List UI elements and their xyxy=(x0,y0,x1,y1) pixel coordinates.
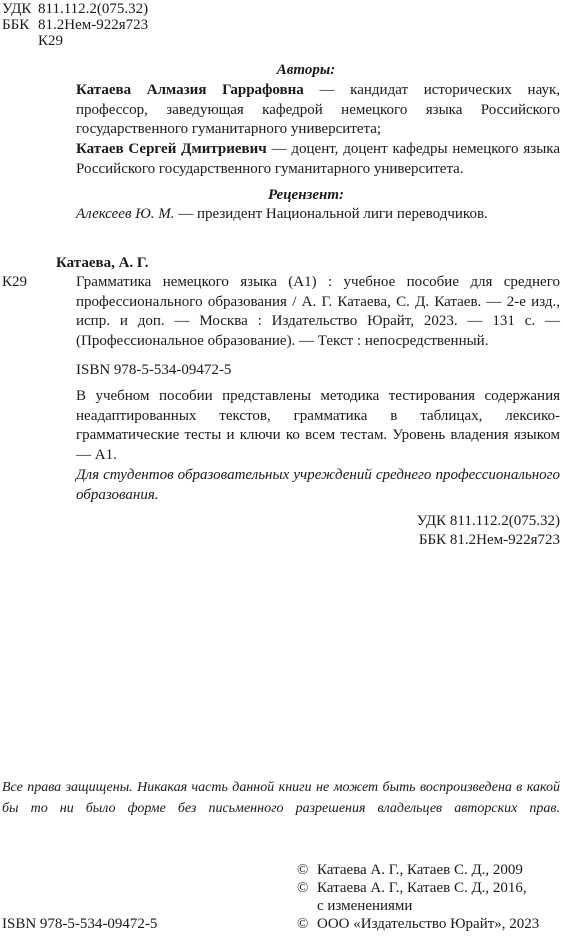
authors-heading: Авторы: xyxy=(276,62,336,78)
footer-isbn: ISBN 978-5-534-09472-5 xyxy=(2,916,158,932)
catalog-udk: УДК 811.112.2(075.32) xyxy=(416,513,560,529)
reviewer-entry xyxy=(76,205,560,225)
bbk-line xyxy=(2,17,202,33)
bbk-label: ББК xyxy=(2,17,30,33)
catalog-author-heading: Катаева, А. Г. xyxy=(56,255,149,271)
catalog-audience: Для студентов образовательных учреждений среднего профессионального образования. xyxy=(76,467,560,503)
reviewer-desc: — президент Национальной лиги переводчиков. xyxy=(174,206,488,222)
copyright-line-2 xyxy=(297,880,562,898)
author-entry-1 xyxy=(76,81,560,140)
reviewer-name: Алексеев Ю. М. xyxy=(76,206,175,222)
copyright-line-3 xyxy=(297,898,562,916)
reviewer-heading: Рецензент: xyxy=(267,187,345,203)
author-name-2: Катаев Сергей Дмитриевич xyxy=(76,141,267,157)
catalog-isbn: ISBN 978-5-534-09472-5 xyxy=(76,362,232,378)
copyright-text-2: Катаева А. Г., Катаев С. Д., 2016, xyxy=(317,880,527,896)
copyright-text-4: ООО «Издательство Юрайт», 2023 xyxy=(317,916,540,932)
classification-block xyxy=(2,1,202,49)
author-mark: К29 xyxy=(38,33,64,49)
author-entry-2 xyxy=(76,140,560,179)
author-name-1: Катаева Алмазия Гаррафовна xyxy=(76,82,304,98)
author-desc-2: — доцент, доцент кафедры немецкого языка Российского государственного гуманитарного университета. xyxy=(76,141,560,177)
author-mark-line xyxy=(2,33,202,49)
udk-label: УДК xyxy=(2,1,32,17)
bbk-value: 81.2Нем-922я723 xyxy=(38,17,149,33)
copyright-text-1: Катаева А. Г., Катаев С. Д., 2009 xyxy=(317,862,523,878)
copyright-symbol: © xyxy=(297,916,309,932)
udk-line xyxy=(2,1,202,17)
copyright-line-1 xyxy=(297,862,562,880)
catalog-description: Грамматика немецкого языка (А1) : учебное пособие для среднего профессионального образования / А. Г. Катаева, С. Д. Катаев. — 2-е изд., испр. и доп. — Москва : Издательство Юрайт, 2023. — 131 с. — (Профессиональное образование). — Текст : непосредственный. xyxy=(76,274,560,349)
copyright-block xyxy=(297,862,562,934)
catalog-bbk: ББК 81.2Нем-922я723 xyxy=(418,532,560,548)
copyright-symbol: © xyxy=(297,862,309,878)
rights-notice: Все права защищены. Никакая часть данной книги не может быть воспроизведена в какой бы то ни было форме без письменного разрешения владельцев авторских прав. xyxy=(2,780,560,816)
copyright-symbol: © xyxy=(297,880,309,896)
author-desc-1: — кандидат исторических наук, профессор, заведующая кафедрой немецкого языка Российского государственного гуманитарного университета; xyxy=(76,82,560,137)
catalog-mark: К29 xyxy=(2,274,28,290)
copyright-line-4 xyxy=(297,916,562,934)
catalog-annotation: В учебном пособии представлены методика тестирования содержания неадаптированных текстов, грамматика в таблицах, лексико-грамматические тесты и ключи ко всем тестам. Уровень владения языком — А1. xyxy=(76,388,560,463)
copyright-text-3: с изменениями xyxy=(317,898,413,914)
udk-value: 811.112.2(075.32) xyxy=(38,1,149,17)
